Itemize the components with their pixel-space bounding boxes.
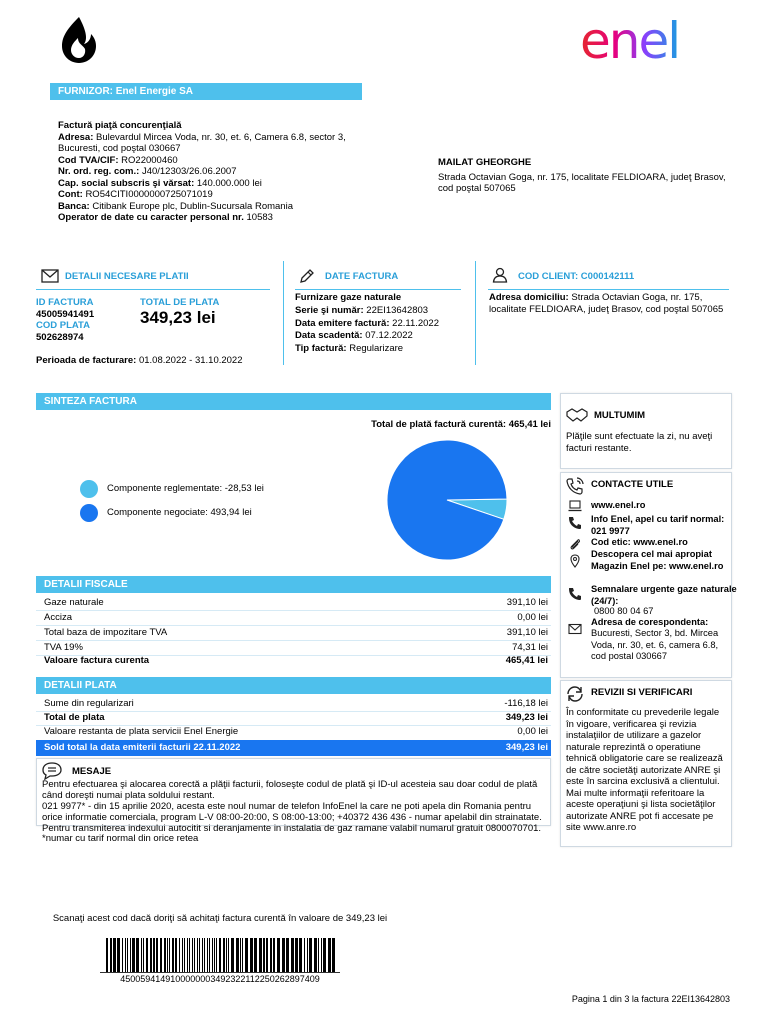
- supplier-bar: FURNIZOR: Enel Energie SA: [50, 83, 362, 100]
- contact-ethic-code: Cod etic: www.enel.ro: [591, 537, 688, 547]
- banca-label: Banca:: [58, 200, 90, 212]
- user-icon: [492, 267, 508, 283]
- sold-value: 349,23 lei: [505, 742, 548, 753]
- barcode-bar: [212, 938, 213, 972]
- billing-period: [36, 355, 243, 367]
- reg-value: J40/12303/26.06.2007: [141, 166, 237, 177]
- contact-shop: Descopera cel mai apropiat Magazin Enel pe: www.enel.ro: [591, 549, 724, 571]
- addr-label: Adresa:: [58, 131, 94, 143]
- period-value: 01.08.2022 - 31.10.2022: [138, 355, 243, 366]
- barcode-bar: [299, 938, 302, 972]
- barcode-bar: [122, 938, 123, 972]
- barcode-bar: [250, 938, 253, 972]
- fiscal-value: 465,41 lei: [505, 655, 548, 666]
- pencil-icon: [299, 268, 315, 284]
- messages-title: MESAJE: [72, 766, 112, 777]
- barcode-bar: [214, 938, 215, 972]
- due-label: Data scadentă:: [295, 330, 363, 342]
- barcode-bar: [318, 938, 319, 972]
- addr-value: Bulevardul Mircea Voda, nr. 30, et. 6, Camera 6.8, sector 3, Bucuresti, cod poştal 030667: [58, 131, 346, 154]
- barcode-bar: [153, 938, 155, 972]
- plata-row: [36, 725, 551, 739]
- barcode-bar: [216, 938, 217, 972]
- fiscal-label: Total baza de impozitare TVA: [44, 627, 168, 638]
- barcode-bar: [254, 938, 257, 972]
- barcode-bar: [282, 938, 285, 972]
- fiscal-label: Gaze naturale: [44, 597, 104, 608]
- contact-mail-title: Adresa de corespondenta:: [591, 617, 709, 627]
- pie-chart: [384, 440, 514, 560]
- fiscal-value: 0,00 lei: [517, 612, 548, 623]
- barcode-bar: [197, 938, 198, 972]
- messages-text-2: 021 9977* - din 15 aprilie 2020, acesta este noul numar de telefon InfoEnel la care ne poti apela din Romania pentru orice informatie comerciala, program L-V 08:00-20:00, S 08:00-13:00; +40372 436 436 - numar apelabil din strainatate. Pentru transmiterea indexului autocitit si deranjamente in instalatia de gaz ramane valabil numarul gratuit 0800070701. *numar cu tarif normal din orice retea: [42, 801, 542, 845]
- barcode-bar: [332, 938, 335, 972]
- contact-info-enel: Info Enel, apel cu tarif normal: 021 9977: [591, 514, 725, 536]
- barcode-bar: [219, 938, 221, 972]
- contact-emergency: Semnalare urgente gaze naturale (24/7):: [591, 584, 737, 606]
- plata-value: 349,23 lei: [505, 712, 548, 723]
- supplier-info: [58, 120, 368, 224]
- cont-label: Cont:: [58, 189, 83, 200]
- barcode-bar: [321, 938, 322, 972]
- phone-ring-icon: [565, 476, 585, 496]
- revisions-text: În conformitate cu prevederile legale în vigoare, verificarea şi revizia instalaţiilor de utilizare a gazelor naturale reprezintă o operatiune tehnică obligatorie care se realizează de către societăţi autorizate ANRE şi este în sarcina exclusivă a clientului. Mai multe informaţii referitoare la aceste operaţiuni şi lista societăţilor autorizate ANRE pot fi accesate pe site www.anre.ro: [566, 707, 723, 833]
- barcode-image: [106, 938, 336, 972]
- total-plata-label: TOTAL DE PLATA: [140, 297, 220, 308]
- contacts-title: CONTACTE UTILE: [591, 479, 674, 490]
- contact-mail-address: Bucuresti, Sector 3, bd. Mircea Voda, nr. 30, et. 6, camera 6.8, cod postal 030667: [591, 628, 719, 661]
- total-plata-value: 349,23 lei: [140, 308, 216, 327]
- payment-details-rule: [36, 289, 270, 290]
- due-value: 07.12.2022: [365, 330, 413, 342]
- barcode-bar: [127, 938, 128, 972]
- barcode-bar: [150, 938, 152, 972]
- fiscal-row: [36, 611, 551, 626]
- barcode-bar: [228, 938, 229, 972]
- barcode-bar: [125, 938, 126, 972]
- invoice-dates-title: DATE FACTURA: [325, 271, 399, 282]
- envelope-icon: [41, 269, 59, 283]
- thanks-title: MULTUMIM: [594, 410, 646, 421]
- barcode-bar: [106, 938, 108, 972]
- barcode-bar: [141, 938, 142, 972]
- invoice-dates-info: [295, 292, 470, 356]
- phone-icon: [568, 516, 582, 530]
- contact-emergency-number: 0800 80 04 67: [594, 606, 654, 616]
- cod-plata-label: COD PLATA: [36, 320, 91, 331]
- fiscal-bar: DETALII FISCALE: [36, 576, 551, 593]
- plata-label: Total de plata: [44, 712, 105, 723]
- page-footer: Pagina 1 din 3 la factura 22EI13642803: [571, 994, 730, 1004]
- fiscal-value: 74,31 lei: [512, 642, 548, 653]
- barcode-bar: [295, 938, 298, 972]
- id-factura-value: 45005941491: [36, 309, 95, 320]
- plata-value: 0,00 lei: [517, 726, 548, 737]
- barcode-bar: [231, 938, 234, 972]
- barcode-bar: [223, 938, 225, 972]
- type-value: Regularizare: [349, 343, 404, 355]
- domicile-address: [489, 292, 729, 315]
- messages-text-1: Pentru efectuarea şi alocarea corectă a plăţii facturii, foloseşte codul de plată şi ID-ul acesteia sau doar codul de plată când doreşti numai plata soldului restant.: [42, 779, 538, 801]
- summary-bar: SINTEZA FACTURA: [36, 393, 551, 410]
- svg-text:enel: enel: [580, 18, 680, 68]
- plata-label: Valoare restanta de plata servicii Enel Energie: [44, 726, 239, 737]
- enel-logo: [580, 18, 730, 68]
- barcode-bar: [291, 938, 294, 972]
- barcode-bar: [146, 938, 148, 972]
- summary-total: Total de plată factură curentă: 465,41 lei: [371, 419, 551, 430]
- barcode-bar: [328, 938, 331, 972]
- barcode-bar: [259, 938, 262, 972]
- fiscal-row: [36, 626, 551, 641]
- legend-swatch-negociate: [80, 504, 98, 522]
- barcode-bar: [110, 938, 112, 972]
- barcode-bar: [263, 938, 265, 972]
- cif-value: RO22000460: [121, 154, 178, 166]
- plata-row-total: [36, 711, 551, 726]
- mail-icon: [568, 622, 582, 636]
- supply-type: Furnizare gaze naturale: [295, 292, 402, 303]
- barcode-bar: [113, 938, 116, 972]
- barcode-bar: [189, 938, 190, 972]
- barcode-bar: [207, 938, 208, 972]
- refresh-icon: [565, 684, 585, 704]
- barcode-bar: [143, 938, 144, 972]
- paperclip-icon: [568, 537, 582, 551]
- barcode-bar: [242, 938, 243, 972]
- sold-label: Sold total la data emiterii facturii 22.11.2022: [44, 742, 241, 753]
- invoice-type: Factură piaţă concurenţială: [58, 120, 182, 131]
- barcode-bar: [184, 938, 185, 972]
- barcode-bar: [199, 938, 200, 972]
- barcode-bar: [245, 938, 248, 972]
- period-label: Perioada de facturare:: [36, 355, 137, 366]
- legend-swatch-reglementate: [80, 480, 98, 498]
- client-address: Strada Octavian Goga, nr. 175, localitate FELDIOARA, judeţ Brasov, cod poştal 507065: [438, 171, 726, 194]
- op-label: Operator de date cu caracter personal nr.: [58, 212, 244, 223]
- contact-web[interactable]: www.enel.ro: [591, 500, 646, 510]
- emit-value: 22.11.2022: [392, 317, 439, 329]
- barcode-bar: [273, 938, 275, 972]
- barcode-bar: [236, 938, 239, 972]
- chat-icon: [41, 761, 63, 781]
- client-block: [438, 157, 728, 195]
- barcode-bar: [172, 938, 174, 972]
- fiscal-value: 391,10 lei: [506, 597, 548, 608]
- cod-plata-value: 502628974: [36, 332, 84, 343]
- location-pin-icon: [568, 554, 582, 568]
- col-divider-1: [283, 261, 284, 365]
- fiscal-label: Acciza: [44, 612, 72, 623]
- fiscal-label: TVA 19%: [44, 642, 83, 653]
- barcode-bar: [156, 938, 158, 972]
- barcode-bar: [270, 938, 272, 972]
- payment-details-title: DETALII NECESARE PLATII: [65, 271, 189, 282]
- handshake-icon: [566, 407, 588, 423]
- op-value: 10583: [246, 212, 273, 223]
- reg-label: Nr. ord. reg. com.:: [58, 166, 140, 177]
- barcode-bar: [309, 938, 312, 972]
- barcode-bar: [277, 938, 280, 972]
- plata-label: Sume din regularizari: [44, 698, 134, 709]
- barcode-bar: [314, 938, 317, 972]
- client-code-rule: [488, 289, 729, 290]
- barcode-bar: [286, 938, 289, 972]
- barcode-bar: [307, 938, 308, 972]
- col-divider-2: [475, 261, 476, 365]
- barcode-caption: Scanaţi acest cod dacă doriţi să achitaţi factura curentă în valoare de 349,23 lei: [52, 913, 388, 924]
- id-factura-label: ID FACTURA: [36, 297, 94, 308]
- barcode-bar: [130, 938, 131, 972]
- flame-logo-icon: [58, 14, 100, 66]
- barcode-bar: [182, 938, 183, 972]
- barcode-bar: [194, 938, 195, 972]
- fiscal-label: Valoare factura curenta: [44, 655, 150, 666]
- invoice-dates-rule: [295, 289, 461, 290]
- cont-value: RO54CITI0000000725071019: [85, 189, 213, 200]
- emit-label: Data emitere factură:: [295, 317, 390, 329]
- cap-label: Cap. social subscris şi vărsat:: [58, 177, 195, 189]
- barcode-bar: [132, 938, 135, 972]
- phone-icon: [568, 587, 582, 601]
- laptop-icon: [568, 499, 582, 513]
- barcode-bar: [136, 938, 139, 972]
- barcode-bar: [164, 938, 166, 972]
- dom-label: Adresa domiciliu:: [489, 292, 569, 303]
- barcode-bar: [192, 938, 193, 972]
- revisions-title: REVIZII SI VERIFICARI: [591, 687, 693, 698]
- plata-row: [36, 697, 551, 712]
- barcode-bar: [266, 938, 268, 972]
- barcode-bar: [209, 938, 210, 972]
- barcode-bar: [160, 938, 162, 972]
- fiscal-value: 391,10 lei: [506, 627, 548, 638]
- serie-value: 22EI13642803: [366, 304, 429, 316]
- barcode-bar: [323, 938, 326, 972]
- legend-label-negociate: Componente negociate: 493,94 lei: [107, 507, 252, 518]
- banca-value: Citibank Europe plc, Dublin-Sucursala Romania: [92, 200, 293, 212]
- plata-value: -116,18 lei: [504, 698, 548, 709]
- sold-total-row: [36, 740, 551, 756]
- dom-value: Strada Octavian Goga, nr. 175, localitate FELDIOARA, judeţ Brasov, cod poştal 507065: [489, 292, 724, 315]
- client-code-title: COD CLIENT: C000142111: [518, 271, 635, 282]
- plata-bar: DETALII PLATA: [36, 677, 551, 694]
- barcode-bar: [167, 938, 168, 972]
- barcode-bar: [204, 938, 205, 972]
- cap-value: 140.000.000 lei: [196, 177, 262, 189]
- barcode-bar: [175, 938, 177, 972]
- barcode-bar: [117, 938, 120, 972]
- serie-label: Serie şi număr:: [295, 304, 364, 316]
- legend-label-reglementate: Componente reglementate: -28,53 lei: [107, 483, 264, 494]
- thanks-text: Plăţile sunt efectuate la zi, nu aveţi facturi restante.: [566, 431, 713, 454]
- cif-label: Cod TVA/CIF:: [58, 154, 119, 166]
- barcode-bar: [226, 938, 227, 972]
- barcode-bar: [187, 938, 188, 972]
- barcode-bar: [179, 938, 180, 972]
- client-name: MAILAT GHEORGHE: [438, 157, 532, 168]
- fiscal-row: [36, 596, 551, 611]
- barcode-number: 450059414910000000349232211225026289740​9: [100, 972, 340, 984]
- fiscal-row-total: [36, 654, 551, 668]
- barcode-bar: [304, 938, 305, 972]
- barcode-bar: [202, 938, 203, 972]
- barcode-bar: [240, 938, 241, 972]
- type-label: Tip factură:: [295, 343, 347, 355]
- barcode-bar: [169, 938, 170, 972]
